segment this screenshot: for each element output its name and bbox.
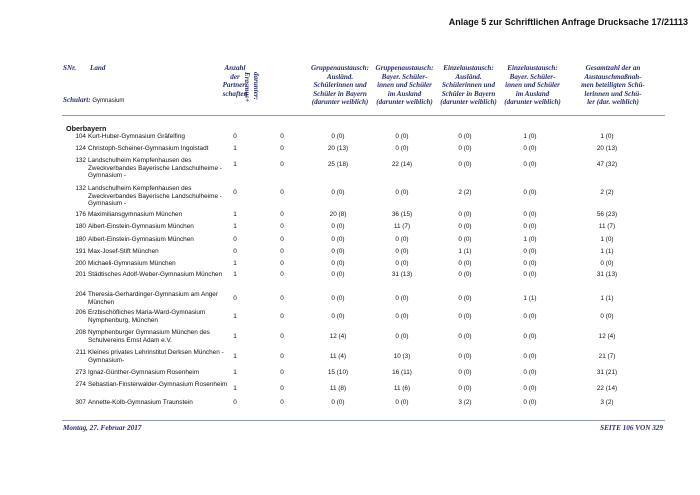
partnerships-count: 1: [233, 369, 237, 376]
group-foreign-value: 0 (0): [331, 399, 345, 406]
total-value: 11 (7): [598, 223, 616, 230]
erasmus-count: 0: [280, 248, 284, 255]
school-number: 180: [75, 236, 86, 243]
single-bavarian-value: 0 (0): [523, 145, 537, 152]
school-number: 201: [75, 271, 86, 278]
erasmus-count: 0: [280, 260, 284, 267]
partnerships-count: 1: [233, 211, 237, 218]
partnerships-count: 1: [233, 223, 237, 230]
partnerships-count: 0: [233, 399, 237, 406]
header-snr: SNr.: [63, 64, 77, 72]
group-bavarian-value: 0 (0): [395, 236, 409, 243]
header-gesamtzahl: Gesamtzahl der an Austauschmaßnah- men beteiligten Schü- lerinnen und Schü- ler (dar. weiblich): [581, 64, 645, 107]
group-foreign-value: 0 (0): [331, 223, 345, 230]
group-bavarian-value: 0 (0): [395, 313, 409, 320]
single-foreign-value: 0 (0): [458, 369, 472, 376]
group-bavarian-value: 0 (0): [395, 260, 409, 267]
single-foreign-value: 0 (0): [458, 385, 472, 392]
group-bavarian-value: 11 (6): [393, 385, 411, 392]
group-foreign-value: 0 (0): [331, 248, 345, 255]
partnerships-count: 1: [233, 385, 237, 392]
group-bavarian-value: 11 (7): [393, 223, 411, 230]
school-name: Kurt-Huber-Gymnasium Gräfelfing: [88, 133, 185, 140]
school-name: Erzbischöfliches Maria-Ward-Gymnasium Nymphenburg, München: [88, 309, 206, 324]
total-value: 2 (2): [600, 189, 614, 196]
single-bavarian-value: 0 (0): [523, 399, 537, 406]
school-name: Nymphenburger Gymnasium München des Schulvereins Ernst Adam e.V.: [88, 329, 210, 344]
header-gruppen-auslaend: Gruppenaustausch: Ausländ. Schülerinnen und Schüler in Bayern (darunter weiblich): [311, 64, 369, 107]
school-name: Landschulheim Kempfenhausen des Zweckverbandes Bayerische Landschulheime - Gymnasium -: [88, 185, 222, 208]
partnerships-count: 1: [233, 353, 237, 360]
partnerships-count: 0: [233, 248, 237, 255]
group-foreign-value: 20 (8): [329, 211, 347, 218]
total-value: 56 (23): [596, 211, 618, 218]
single-bavarian-value: 1 (0): [523, 133, 537, 140]
total-value: 22 (14): [596, 385, 618, 392]
single-foreign-value: 0 (0): [458, 313, 472, 320]
school-name: Kleines privates Lehrinstitut Derksen München -Gymnasium-: [88, 349, 224, 364]
section-heading: Oberbayern: [66, 124, 107, 133]
single-bavarian-value: 0 (0): [523, 385, 537, 392]
single-foreign-value: 0 (0): [458, 223, 472, 230]
partnerships-count: 0: [233, 189, 237, 196]
erasmus-count: 0: [280, 313, 284, 320]
total-value: 31 (21): [596, 369, 618, 376]
school-number: 176: [75, 211, 86, 218]
document-reference: Anlage 5 zur Schriftlichen Anfrage Drucksache 17/21113: [448, 17, 688, 27]
erasmus-count: 0: [280, 145, 284, 152]
group-foreign-value: 0 (0): [331, 271, 345, 278]
single-bavarian-value: 0 (0): [523, 223, 537, 230]
header-land: Land: [90, 64, 106, 72]
school-number: 204: [75, 291, 86, 298]
group-foreign-value: 0 (0): [331, 236, 345, 243]
partnerships-count: 1: [233, 271, 237, 278]
erasmus-count: 0: [280, 399, 284, 406]
single-foreign-value: 3 (2): [458, 399, 472, 406]
total-value: 21 (7): [598, 353, 616, 360]
single-foreign-value: 0 (0): [458, 353, 472, 360]
single-foreign-value: 0 (0): [458, 271, 472, 278]
total-value: 47 (32): [596, 161, 618, 168]
school-name: Annette-Kolb-Gymnasium Traunstein: [88, 399, 193, 406]
total-value: 12 (4): [598, 333, 616, 340]
total-value: 1 (0): [600, 236, 614, 243]
single-bavarian-value: 0 (0): [523, 211, 537, 218]
header-darunter-erasmus-text: darunter: Erasmus+: [243, 72, 260, 103]
footer-divider: [62, 420, 665, 421]
partnerships-count: 1: [233, 260, 237, 267]
school-name: Christoph-Scheiner-Gymnasium Ingolstadt: [88, 145, 209, 152]
group-foreign-value: 15 (10): [327, 369, 349, 376]
school-name: Max-Josef-Stift München: [88, 248, 159, 255]
partnerships-count: 1: [233, 145, 237, 152]
group-foreign-value: 0 (0): [331, 260, 345, 267]
single-foreign-value: 0 (0): [458, 236, 472, 243]
group-bavarian-value: 0 (0): [395, 145, 409, 152]
header-gruppen-bayer: Gruppenaustausch: Bayer. Schüler- innen und Schüler im Ausland (darunter weiblich): [375, 64, 434, 107]
school-name: Maximiliansgymnasium München: [88, 211, 183, 218]
partnerships-count: 0: [233, 236, 237, 243]
group-bavarian-value: 22 (14): [391, 161, 413, 168]
group-bavarian-value: 0 (0): [395, 133, 409, 140]
header-anzahl-partnerschaften: Anzahl der Partner- schaften: [222, 64, 248, 98]
single-bavarian-value: 0 (0): [523, 248, 537, 255]
single-bavarian-value: 0 (0): [523, 353, 537, 360]
erasmus-count: 0: [280, 236, 284, 243]
single-bavarian-value: 0 (0): [523, 271, 537, 278]
school-name: Landschulheim Kempfenhausen des Zweckverbandes Bayerische Landschulheime - Gymnasium -: [88, 157, 222, 180]
partnerships-count: 1: [233, 313, 237, 320]
school-number: 274: [75, 381, 86, 388]
school-number: 208: [75, 329, 86, 336]
school-number: 206: [75, 309, 86, 316]
single-foreign-value: 0 (0): [458, 211, 472, 218]
single-bavarian-value: 1 (1): [523, 295, 537, 302]
schulart-value: Gymnasium: [92, 98, 125, 104]
school-name: Albert-Einstein-Gymnasium München: [88, 223, 194, 230]
school-number: 132: [75, 185, 86, 192]
erasmus-count: 0: [280, 353, 284, 360]
group-foreign-value: 20 (13): [327, 145, 349, 152]
single-bavarian-value: 0 (0): [523, 333, 537, 340]
group-bavarian-value: 0 (0): [395, 295, 409, 302]
group-foreign-value: 12 (4): [329, 333, 347, 340]
group-bavarian-value: 16 (11): [392, 369, 412, 376]
total-value: 31 (13): [596, 271, 618, 278]
school-name: Ignaz-Günther-Gymnasium Rosenheim: [88, 369, 200, 376]
group-foreign-value: 0 (0): [331, 189, 345, 196]
total-value: 1 (1): [600, 295, 614, 302]
school-number: 124: [75, 145, 86, 152]
group-foreign-value: 0 (0): [331, 313, 345, 320]
single-foreign-value: 0 (0): [458, 133, 472, 140]
single-foreign-value: 0 (0): [458, 161, 472, 168]
single-bavarian-value: 0 (0): [523, 189, 537, 196]
header-darunter-erasmus: [243, 64, 284, 108]
footer-date: Montag, 27. Februar 2017: [63, 424, 142, 432]
single-foreign-value: 0 (0): [458, 260, 472, 267]
school-number: 273: [75, 369, 86, 376]
group-bavarian-value: 0 (0): [395, 248, 409, 255]
total-value: 0 (0): [600, 260, 614, 267]
erasmus-count: 0: [280, 295, 284, 302]
erasmus-count: 0: [280, 385, 284, 392]
school-number: 211: [75, 349, 86, 356]
single-foreign-value: 0 (0): [458, 333, 472, 340]
school-number: 180: [75, 223, 86, 230]
group-bavarian-value: 10 (3): [393, 353, 411, 360]
total-value: 3 (2): [600, 399, 614, 406]
header-einzel-bayer: Einzelaustausch: Bayer. Schüler- innen und Schüler im Ausland (darunter weiblich): [504, 64, 561, 107]
school-number: 191: [75, 248, 86, 255]
schulart-label: Schulart:: [63, 96, 91, 104]
single-foreign-value: 1 (1): [458, 248, 472, 255]
erasmus-count: 0: [280, 189, 284, 196]
erasmus-count: 0: [280, 133, 284, 140]
erasmus-count: 0: [280, 161, 284, 168]
single-bavarian-value: 0 (0): [523, 369, 537, 376]
school-name: Albert-Einstein-Gymnasium München: [88, 236, 194, 243]
partnerships-count: 0: [233, 133, 237, 140]
single-foreign-value: 2 (2): [458, 189, 472, 196]
erasmus-count: 0: [280, 223, 284, 230]
school-number: 132: [75, 157, 86, 164]
total-value: 20 (13): [596, 145, 618, 152]
school-name: Sebastian-Finsterwalder-Gymnasium Rosenheim: [88, 381, 228, 388]
single-foreign-value: 0 (0): [458, 145, 472, 152]
group-bavarian-value: 36 (15): [391, 211, 413, 218]
group-bavarian-value: 0 (0): [395, 333, 409, 340]
erasmus-count: 0: [280, 271, 284, 278]
partnerships-count: 1: [233, 333, 237, 340]
school-name: Städtisches Adolf-Weber-Gymnasium München: [88, 271, 223, 278]
single-foreign-value: 0 (0): [458, 295, 472, 302]
erasmus-count: 0: [280, 369, 284, 376]
group-bavarian-value: 31 (13): [391, 271, 413, 278]
group-foreign-value: 11 (4): [329, 353, 347, 360]
single-bavarian-value: 0 (0): [523, 161, 537, 168]
group-foreign-value: 25 (18): [327, 161, 349, 168]
group-bavarian-value: 0 (0): [395, 189, 409, 196]
header-schulart: [63, 96, 124, 106]
single-bavarian-value: 0 (0): [523, 313, 537, 320]
total-value: 0 (0): [600, 313, 614, 320]
school-name: Theresia-Gerhardinger-Gymnasium am Anger München: [88, 291, 218, 306]
single-bavarian-value: 0 (0): [523, 260, 537, 267]
group-foreign-value: 0 (0): [331, 133, 345, 140]
school-number: 200: [75, 260, 86, 267]
group-foreign-value: 11 (8): [329, 385, 347, 392]
total-value: 1 (0): [600, 133, 614, 140]
header-einzel-auslaend: Einzelaustausch: Ausländ. Schülerinnen und Schüler in Bayern (darunter weiblich): [440, 64, 497, 107]
school-number: 104: [75, 133, 86, 140]
partnerships-count: 0: [233, 295, 237, 302]
footer-page-number: SEITE 106 VON 329: [600, 424, 663, 432]
group-foreign-value: 0 (0): [331, 295, 345, 302]
school-name: Michaeli-Gymnasium München: [88, 260, 176, 267]
erasmus-count: 0: [280, 211, 284, 218]
group-bavarian-value: 0 (0): [395, 399, 409, 406]
header-divider: [62, 115, 665, 116]
erasmus-count: 0: [280, 333, 284, 340]
school-number: 307: [75, 399, 86, 406]
single-bavarian-value: 1 (0): [523, 236, 537, 243]
partnerships-count: 1: [233, 161, 237, 168]
total-value: 1 (1): [600, 248, 614, 255]
